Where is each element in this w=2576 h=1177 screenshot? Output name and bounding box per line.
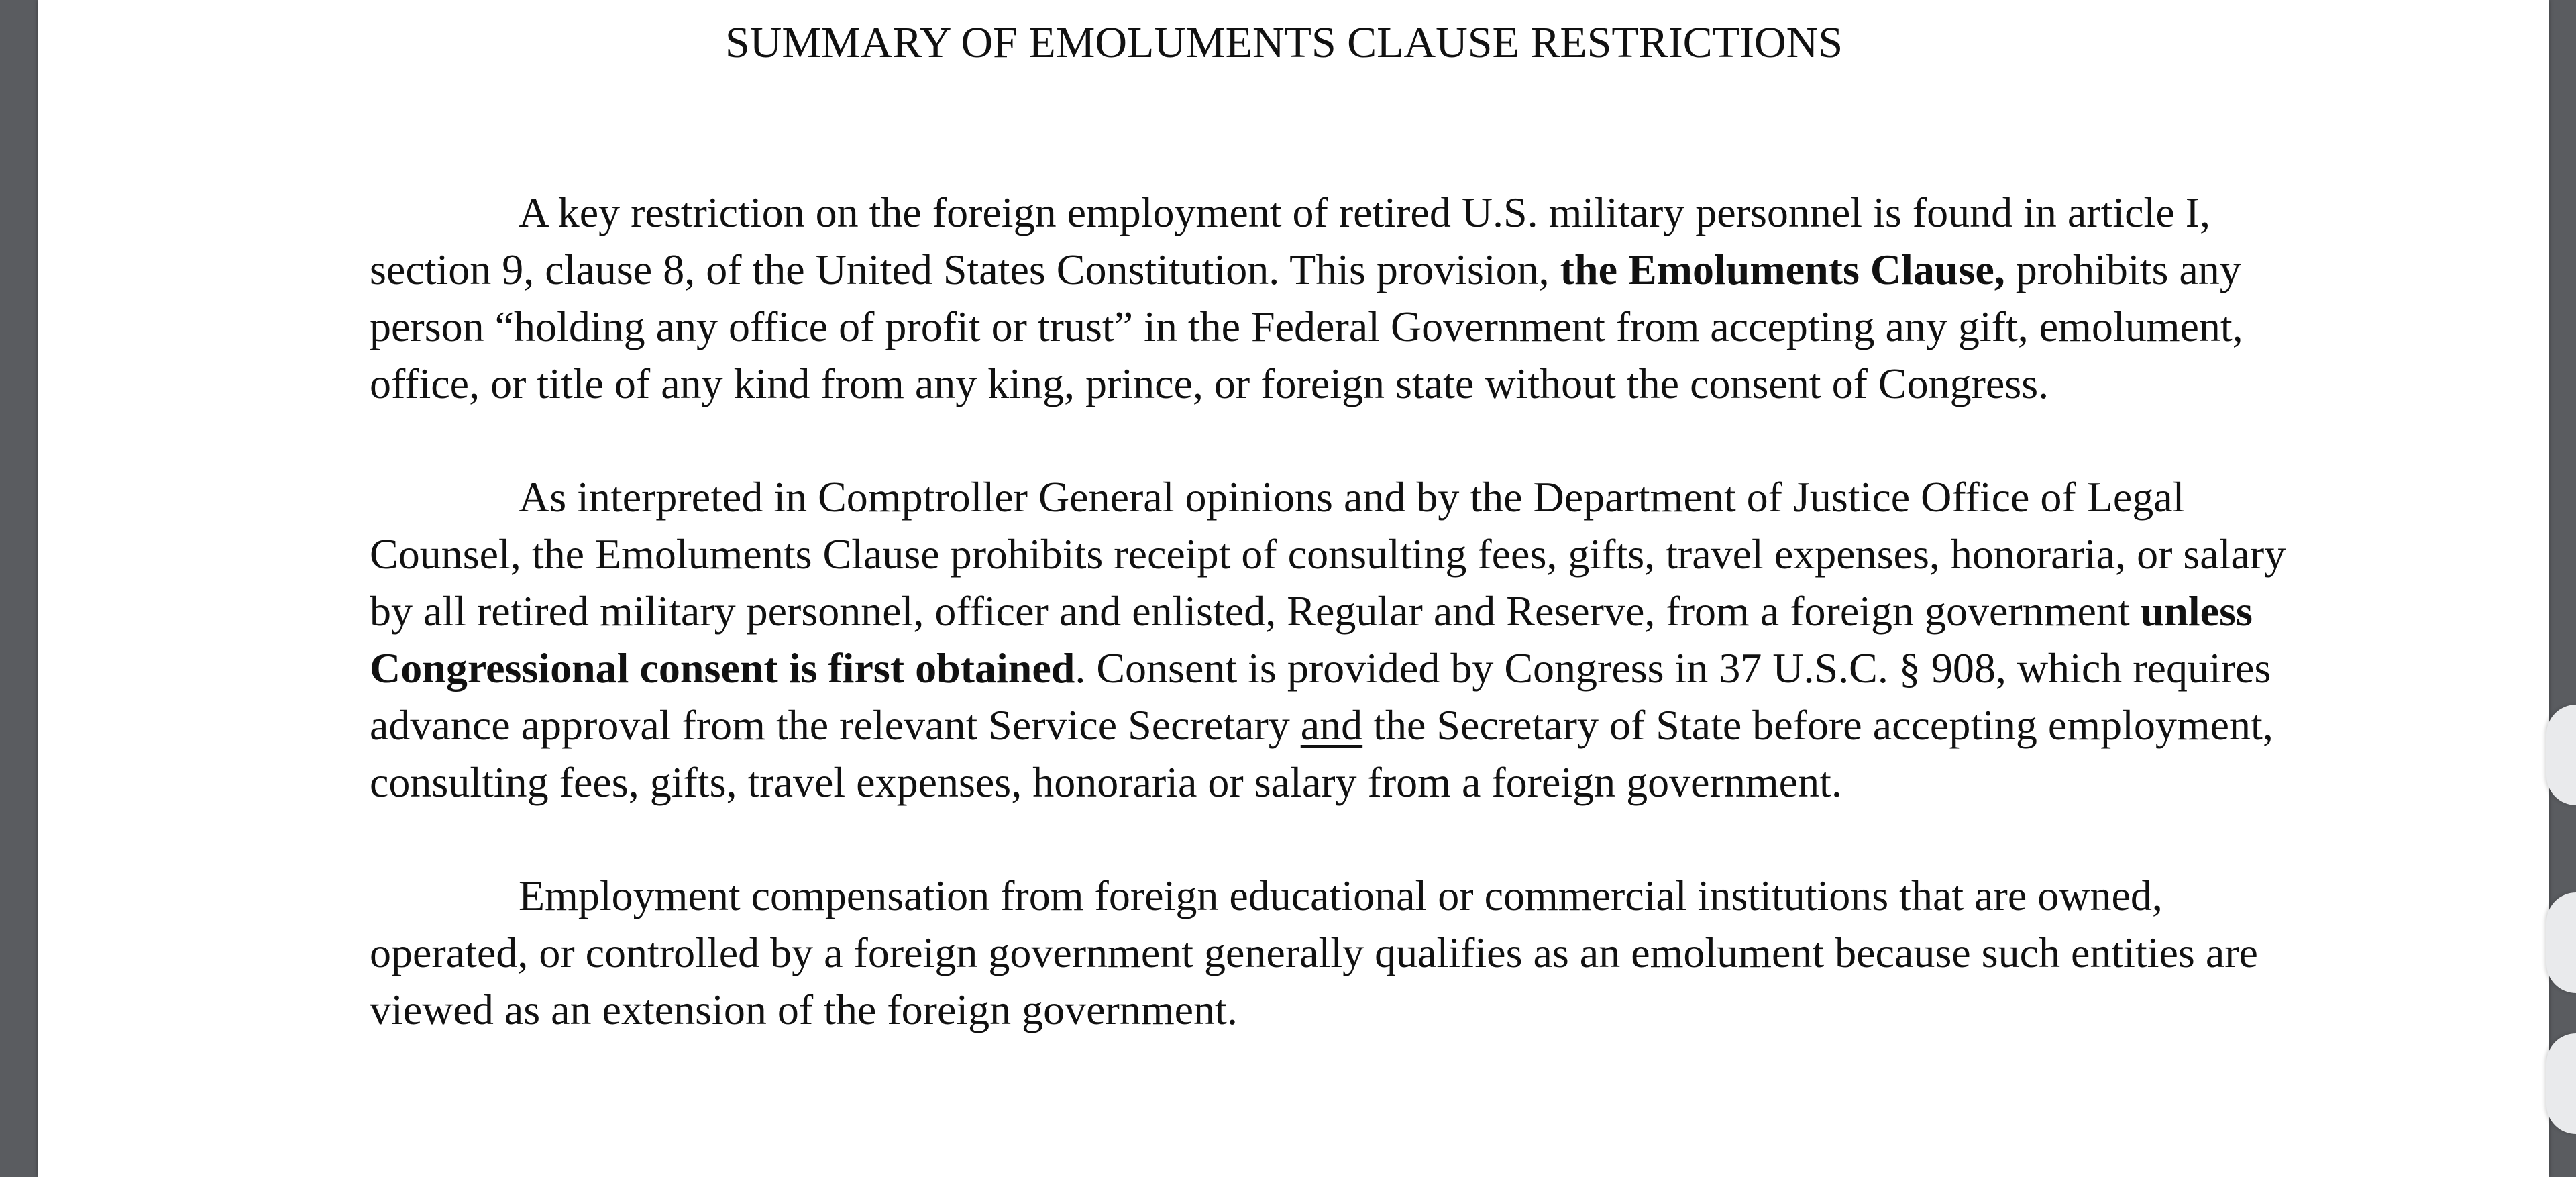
paragraph-1 — [370, 184, 2302, 412]
paragraph-1-text-2: prohibits any person “holding any office of profit or trust” in the Federal Government from accepting any gift, emolument, office, or title of any kind from any king, prince, or foreign state without the consent of Congress. — [370, 246, 2243, 407]
paragraph-1-text-1: A key restriction on the foreign employment of retired U.S. military personnel is found in article I, section 9, clause 8, of the United States Constitution. This provision, — [370, 189, 2211, 293]
paragraph-2-text-2: . Consent is provided by Congress in 37 U.S.C. § 908, which requires advance approval from the relevant Service Secretary — [370, 644, 2271, 749]
paragraph-1-bold-text: the Emoluments Clause, — [1560, 246, 2005, 293]
paragraph-2-text-3: the Secretary of State before accepting employment, consulting fees, gifts, travel expenses, honoraria or salary from a foreign government. — [370, 701, 2273, 806]
paragraph-2 — [370, 468, 2302, 811]
side-scroll-handle-2[interactable] — [2546, 892, 2576, 993]
paragraph-2-underlined-text: and — [1300, 701, 1363, 749]
paragraph-2-text-1: As interpreted in Comptroller General opinions and by the Department of Justice Office of Legal Counsel, the Emoluments Clause prohibits receipt of consulting fees, gifts, travel expenses, honoraria, or salary by all retired military personnel, officer and enlisted, Regular and Reserve, from a foreign government — [370, 473, 2286, 635]
side-scroll-handle-3[interactable] — [2546, 1033, 2576, 1134]
paragraph-2-bold-text: unless Congressional consent is first obtained — [370, 587, 2253, 692]
paragraph-3 — [370, 867, 2302, 1038]
document-title: SUMMARY OF EMOLUMENTS CLAUSE RESTRICTIONS — [724, 18, 1843, 67]
side-scroll-handle-1[interactable] — [2546, 705, 2576, 805]
document-body — [370, 9, 2315, 1094]
paragraph-3-text-1: Employment compensation from foreign educational or commercial institutions that are owned, operated, or controlled by a foreign government generally qualifies as an emolument because such entities are viewed as an extension of the foreign government. — [370, 872, 2258, 1033]
document-page[interactable] — [38, 0, 2549, 1177]
